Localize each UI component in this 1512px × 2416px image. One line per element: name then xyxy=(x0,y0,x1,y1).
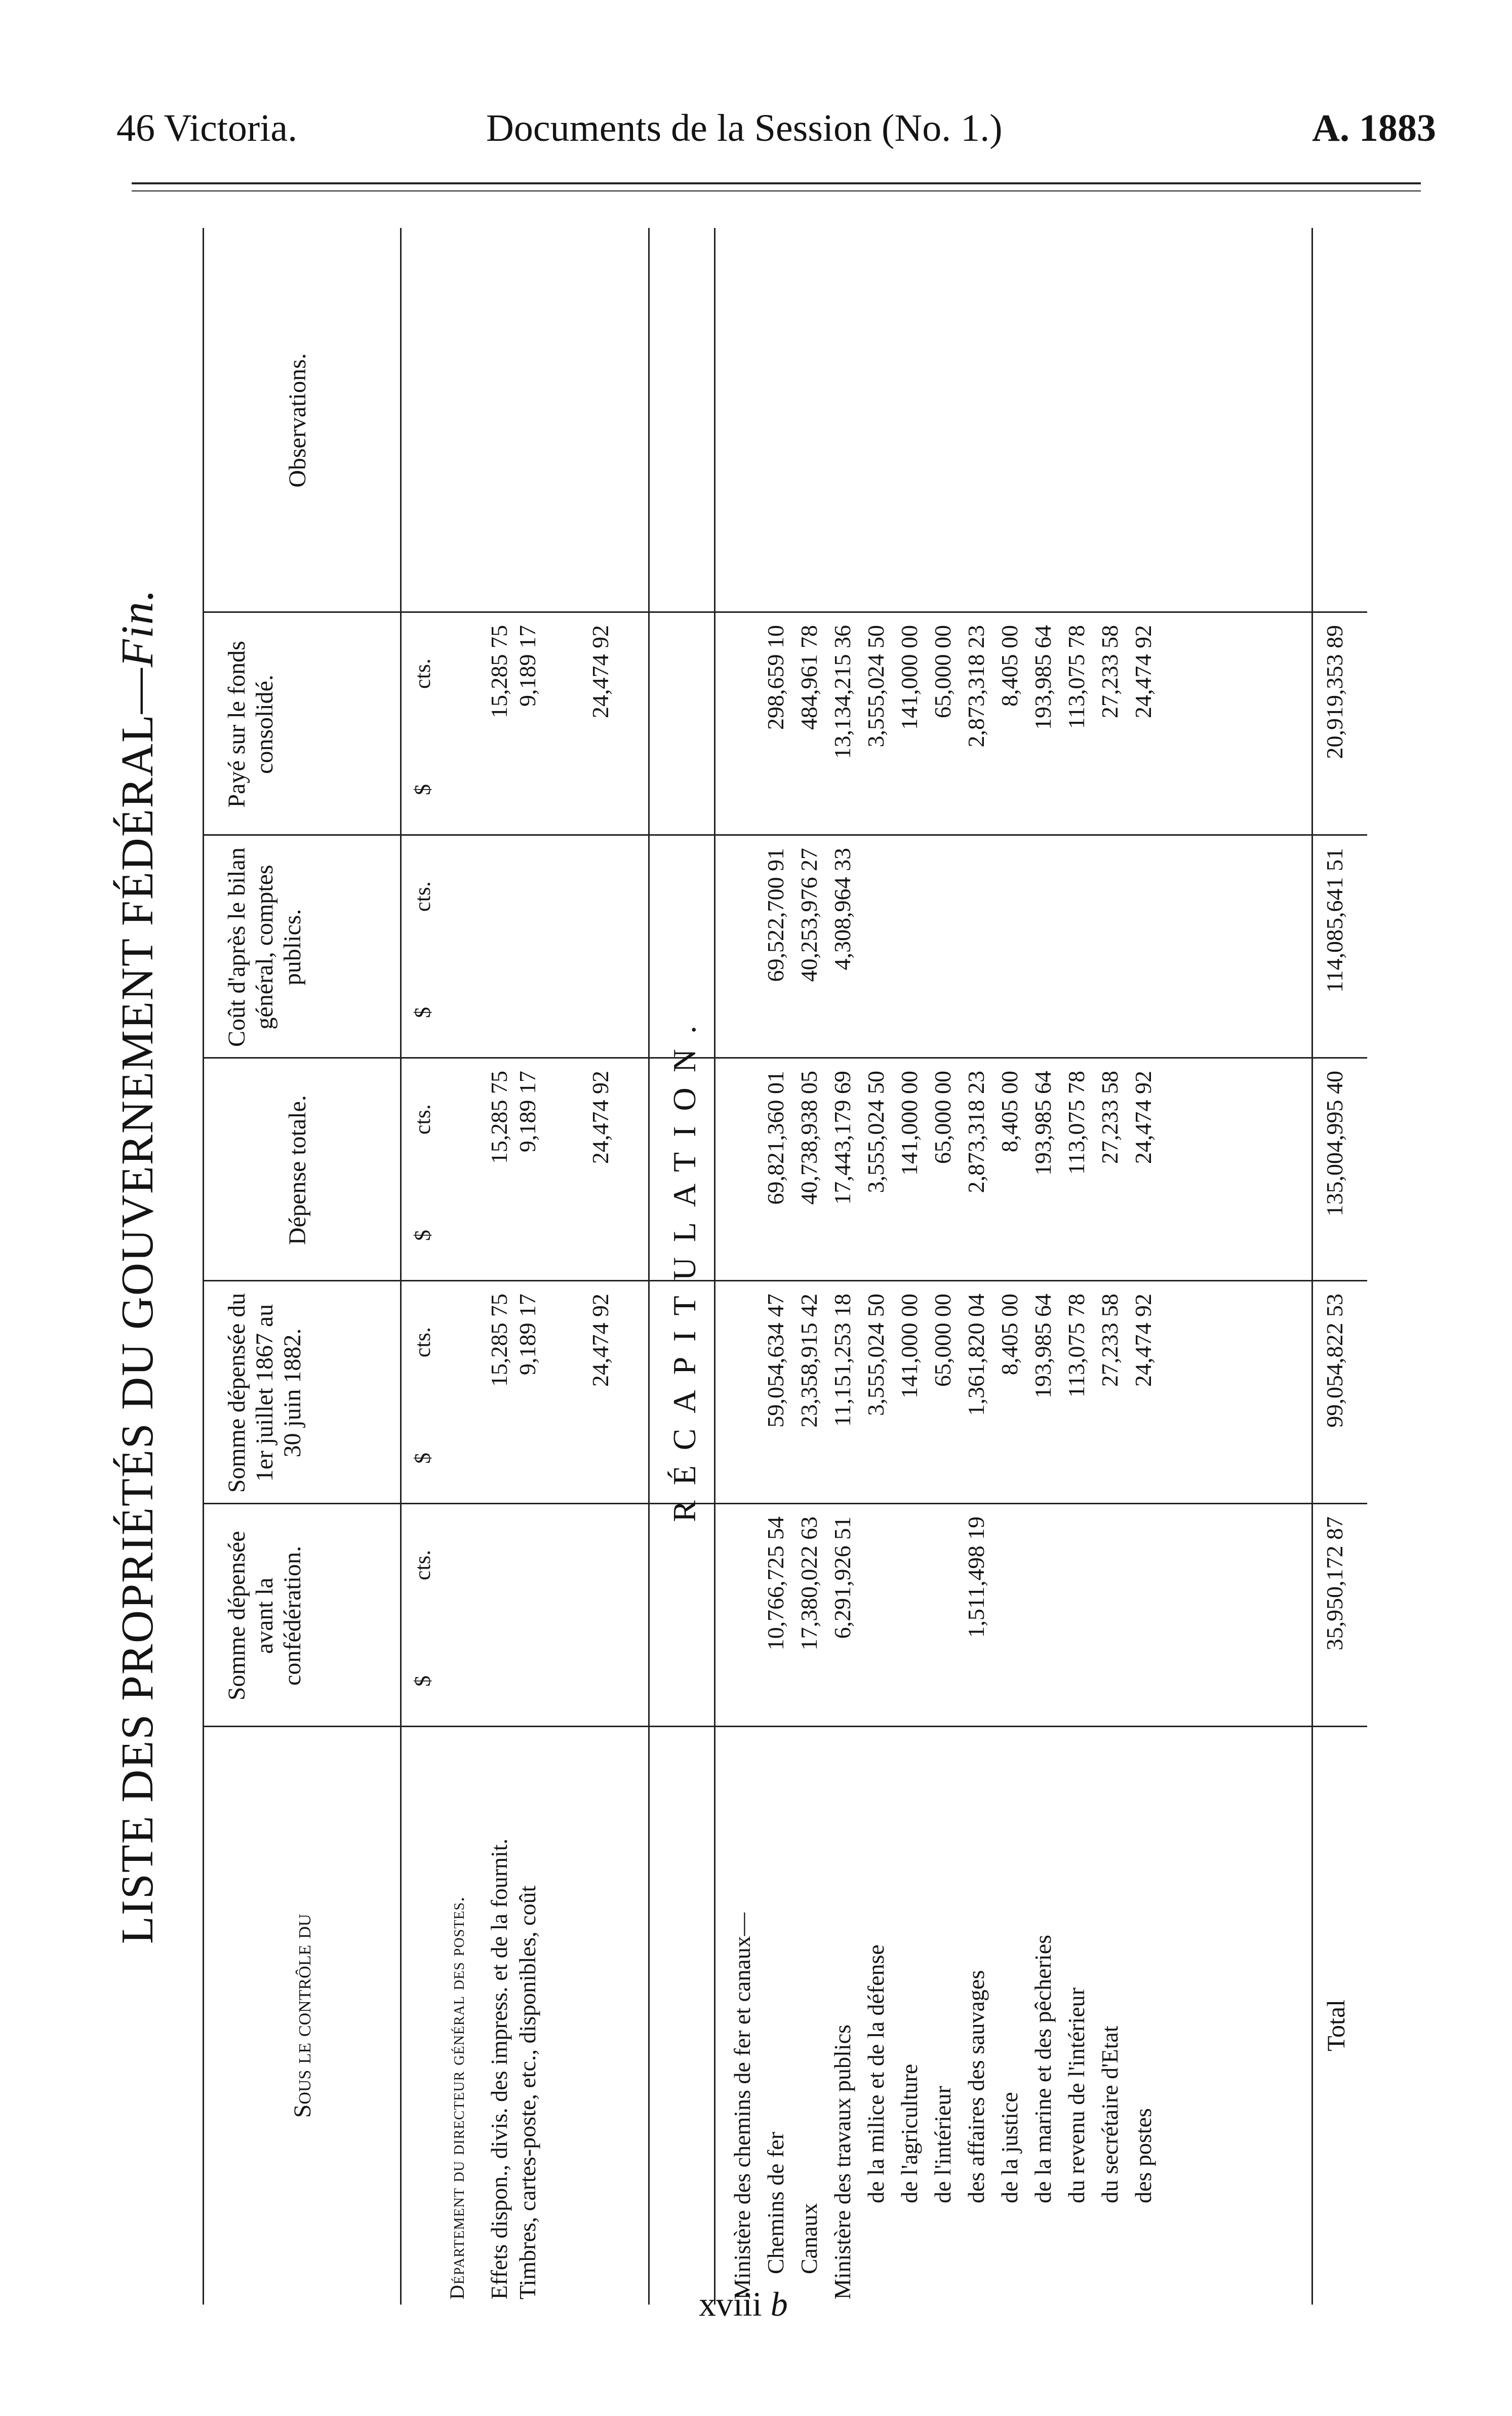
column-divider xyxy=(203,611,1367,613)
postes-subtotal-paid: 24,474 92 xyxy=(587,625,613,718)
recap-row-total: 3,555,024 50 xyxy=(863,1071,889,1193)
recap-row-label: Chemins de fer xyxy=(763,2131,788,2274)
recap-row-total: 27,233 58 xyxy=(1097,1071,1123,1164)
recap-row-paid: 8,405 00 xyxy=(997,625,1022,707)
recap-row-total: 24,474 92 xyxy=(1130,1071,1156,1164)
recap-total-paid: 20,919,353 89 xyxy=(1322,625,1347,759)
title-suffix: Fin. xyxy=(112,588,163,668)
unit-cents: cts. xyxy=(410,881,435,912)
recap-row-since: 3,555,024 50 xyxy=(863,1294,889,1416)
recap-row-label: Canaux xyxy=(796,2203,822,2274)
recap-total-total: 135,004,995 40 xyxy=(1322,1071,1347,1217)
recap-row-since: 1,361,820 04 xyxy=(963,1294,989,1416)
recap-row-since: 141,000 00 xyxy=(896,1294,922,1398)
recap-title: RÉCAPITULATION. xyxy=(666,1010,702,1522)
recap-row-paid: 3,555,024 50 xyxy=(863,625,889,748)
recap-row-label: de l'intérieur xyxy=(930,2086,956,2203)
recap-total-bilan: 114,085,641 51 xyxy=(1322,848,1347,993)
column-header-total: Dépense totale. xyxy=(284,1095,311,1245)
postes-subtotal-total: 24,474 92 xyxy=(587,1071,613,1164)
recap-row-total: 2,873,318 23 xyxy=(963,1071,989,1193)
recap-row-label: du secrétaire d'Etat xyxy=(1097,2025,1123,2203)
unit-dollar: $ xyxy=(410,1675,435,1687)
recap-row-paid: 113,075 78 xyxy=(1063,625,1089,729)
page-title: LISTE DES PROPRIÉTÉS DU GOUVERNEMENT FÉDÉRAL—Fin. xyxy=(112,588,163,1944)
recap-row-paid: 193,985 64 xyxy=(1030,625,1056,730)
recap-row-before: 10,766,725 54 xyxy=(763,1516,788,1651)
recap-row-total: 17,443,179 69 xyxy=(829,1071,855,1205)
unit-dollar: $ xyxy=(410,784,435,795)
recap-row-label: de l'agriculture xyxy=(896,2063,922,2203)
property-table xyxy=(203,228,1367,2305)
table-row-total: 9,189 17 xyxy=(514,1071,540,1152)
recap-row-label: de la justice xyxy=(997,2092,1022,2203)
recap-row-label: Ministère des chemins de fer et canaux— xyxy=(729,1913,755,2300)
recap-row-since: 193,985 64 xyxy=(1030,1294,1056,1398)
recap-row-paid: 484,961 78 xyxy=(796,625,822,730)
row-rule xyxy=(648,228,650,2305)
recap-row-since: 8,405 00 xyxy=(997,1294,1022,1375)
table-row-label: Timbres, cartes-poste, etc., disponibles, coût xyxy=(514,1885,540,2300)
recap-row-label: de la milice et de la défense xyxy=(863,1944,889,2203)
table-row-since: 15,285 75 xyxy=(486,1294,512,1387)
header-rule-thin xyxy=(132,190,1421,191)
column-header-since-1867: Somme dépensée du 1er juillet 1867 au 30 juin 1882. xyxy=(223,1293,306,1493)
recap-row-bilan: 69,522,700 91 xyxy=(763,848,788,982)
recap-row-label: de la marine et des pêcheries xyxy=(1030,1934,1056,2203)
recap-row-total: 40,738,938 05 xyxy=(796,1071,822,1205)
recap-row-paid: 298,659 10 xyxy=(763,625,788,730)
recap-row-total: 141,000 00 xyxy=(896,1071,922,1176)
recap-row-paid: 2,873,318 23 xyxy=(963,625,989,748)
row-rule xyxy=(714,228,715,2305)
row-rule xyxy=(400,228,402,2305)
table-row-paid: 15,285 75 xyxy=(486,625,512,718)
recap-row-paid: 65,000 00 xyxy=(930,625,956,718)
unit-cents: cts. xyxy=(410,1550,435,1580)
running-header xyxy=(116,106,1436,157)
recap-row-since: 23,358,915 42 xyxy=(796,1294,822,1428)
recap-row-paid: 13,134,215 36 xyxy=(829,625,855,759)
recap-row-total: 193,985 64 xyxy=(1030,1071,1056,1176)
header-center: Documents de la Session (No. 1.) xyxy=(486,107,1003,149)
recap-row-paid: 27,233 58 xyxy=(1097,625,1123,718)
unit-dollar: $ xyxy=(410,1007,435,1018)
table-row-paid: 9,189 17 xyxy=(514,625,540,707)
unit-dollar: $ xyxy=(410,1453,435,1464)
recap-row-paid: 141,000 00 xyxy=(896,625,922,730)
recap-row-before: 17,380,022 63 xyxy=(796,1516,822,1651)
recap-total-before: 35,950,172 87 xyxy=(1322,1516,1347,1651)
unit-dollar: $ xyxy=(410,1230,435,1241)
recap-row-since: 24,474 92 xyxy=(1130,1294,1156,1387)
section-postes-heading: Département du directeur général des postes. xyxy=(446,1896,468,2300)
recap-total-label: Total xyxy=(1322,1999,1350,2051)
rotated-table-page xyxy=(101,192,1398,2305)
table-row-label: Effets dispon., divis. des impress. et de la fournit. xyxy=(486,1838,512,2300)
column-header-cost-bilan: Coût d'après le bilan général, comptes publics. xyxy=(223,847,306,1047)
unit-cents: cts. xyxy=(410,1327,435,1357)
recap-row-label: du revenu de l'intérieur xyxy=(1063,1988,1089,2203)
recap-row-total: 65,000 00 xyxy=(930,1071,956,1164)
recap-row-total: 69,821,360 01 xyxy=(763,1071,788,1205)
table-row-total: 15,285 75 xyxy=(486,1071,512,1164)
recap-row-total: 113,075 78 xyxy=(1063,1071,1089,1175)
recap-row-since: 11,151,253 18 xyxy=(829,1294,855,1427)
recap-total-since: 99,054,822 53 xyxy=(1322,1294,1347,1428)
header-left: 46 Victoria. xyxy=(116,107,298,149)
column-header-paid-consol: Payé sur le fonds consolidé. xyxy=(223,641,278,808)
recap-row-since: 59,054,634 47 xyxy=(763,1294,788,1428)
footer-suffix: b xyxy=(770,2285,788,2323)
recap-row-bilan: 40,253,976 27 xyxy=(796,848,822,982)
recap-row-since: 113,075 78 xyxy=(1063,1294,1089,1398)
column-header-label: Sous le contrôle du xyxy=(289,1914,316,2118)
recap-row-label: Ministère des travaux publics xyxy=(829,2024,855,2300)
unit-cents: cts. xyxy=(410,1104,435,1135)
header-rule xyxy=(132,182,1421,184)
recap-row-since: 27,233 58 xyxy=(1097,1294,1123,1387)
column-header-observations: Observations. xyxy=(284,353,311,488)
postes-subtotal-since: 24,474 92 xyxy=(587,1294,613,1387)
recap-row-label: des affaires des sauvages xyxy=(963,1970,989,2203)
page-footer: xviii b xyxy=(699,2285,788,2323)
unit-cents: cts. xyxy=(410,658,435,689)
recap-row-label: des postes xyxy=(1130,2108,1156,2203)
table-row-since: 9,189 17 xyxy=(514,1294,540,1375)
column-header-before-conf: Somme dépensée avant la confédération. xyxy=(223,1531,306,1701)
row-rule xyxy=(1311,228,1313,2305)
recap-row-total: 8,405 00 xyxy=(997,1071,1022,1152)
recap-row-bilan: 4,308,964 33 xyxy=(829,848,855,970)
recap-row-paid: 24,474 92 xyxy=(1130,625,1156,718)
recap-row-before: 6,291,926 51 xyxy=(829,1516,855,1639)
row-rule xyxy=(203,228,204,2305)
recap-row-before: 1,511,498 19 xyxy=(963,1516,989,1638)
recap-row-since: 65,000 00 xyxy=(930,1294,956,1387)
header-right: A. 1883 xyxy=(1312,107,1436,149)
